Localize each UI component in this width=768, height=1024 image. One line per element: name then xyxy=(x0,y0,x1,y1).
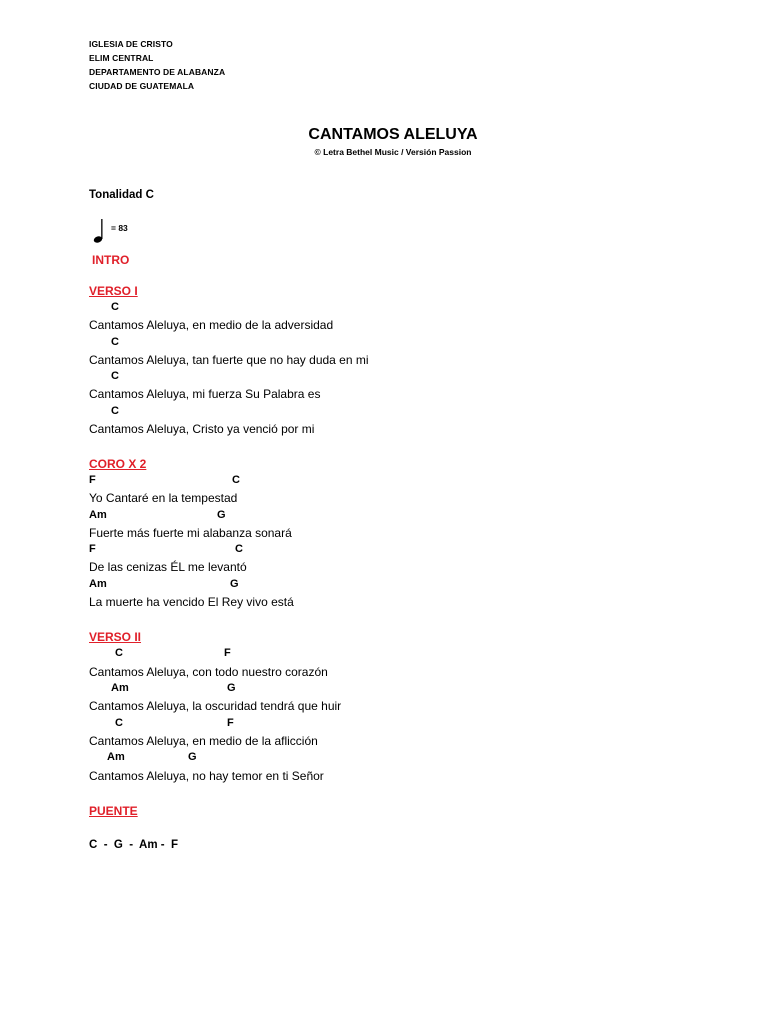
chord: F xyxy=(227,717,234,729)
bridge-chord-progression: C - G - Am - F xyxy=(89,839,179,851)
chord: Am xyxy=(89,578,107,590)
lyric-line: Yo Cantaré en la tempestad xyxy=(89,491,238,505)
lyric-line: Cantamos Aleluya, con todo nuestro corazón xyxy=(89,665,328,679)
chord: G xyxy=(188,751,197,763)
lyric-line: De las cenizas ÉL me levantó xyxy=(89,560,247,574)
song-title: CANTAMOS ALELUYA xyxy=(308,126,478,143)
chord: C xyxy=(111,405,119,417)
chord: C xyxy=(115,717,123,729)
lyric-line: Cantamos Aleluya, mi fuerza Su Palabra es xyxy=(89,387,321,401)
song-key: Tonalidad C xyxy=(89,189,154,201)
lyric-line: Cantamos Aleluya, la oscuridad tendrá que huir xyxy=(89,699,342,713)
church-name: IGLESIA DE CRISTO xyxy=(89,39,173,49)
chord: G xyxy=(217,509,226,521)
lyric-line: Cantamos Aleluya, en medio de la adversidad xyxy=(89,318,334,332)
lyric-line: Cantamos Aleluya, Cristo ya venció por mi xyxy=(89,422,315,436)
church-branch: ELIM CENTRAL xyxy=(89,53,154,63)
city-name: CIUDAD DE GUATEMALA xyxy=(89,81,195,91)
section-verso-2: VERSO II xyxy=(89,630,142,644)
section-verso-1: VERSO I xyxy=(89,284,138,298)
chord: C xyxy=(111,336,119,348)
lyric-line: La muerte ha vencido El Rey vivo está xyxy=(89,595,294,609)
chord: F xyxy=(224,647,231,659)
chord: Am xyxy=(89,509,107,521)
chord: F xyxy=(89,474,96,486)
tempo: = 83 xyxy=(111,223,128,233)
chord: C xyxy=(235,543,243,555)
section-coro: CORO X 2 xyxy=(89,457,147,471)
lyric-line: Cantamos Aleluya, no hay temor en ti Señor xyxy=(89,769,324,783)
chord: C xyxy=(111,370,119,382)
chord: G xyxy=(230,578,239,590)
section-puente: PUENTE xyxy=(89,804,138,818)
quarter-note-icon xyxy=(93,218,107,244)
chord: Am xyxy=(111,682,129,694)
lyric-line: Cantamos Aleluya, tan fuerte que no hay duda en mi xyxy=(89,353,369,367)
chord: Am xyxy=(107,751,125,763)
section-intro: INTRO xyxy=(92,253,130,267)
chord: G xyxy=(227,682,236,694)
chord: C xyxy=(232,474,240,486)
lyric-line: Fuerte más fuerte mi alabanza sonará xyxy=(89,526,292,540)
chord: C xyxy=(111,301,119,313)
chord: F xyxy=(89,543,96,555)
lyric-line: Cantamos Aleluya, en medio de la aflicción xyxy=(89,734,318,748)
song-credits: © Letra Bethel Music / Versión Passion xyxy=(314,147,472,157)
chord: C xyxy=(115,647,123,659)
department-name: DEPARTAMENTO DE ALABANZA xyxy=(89,67,226,77)
